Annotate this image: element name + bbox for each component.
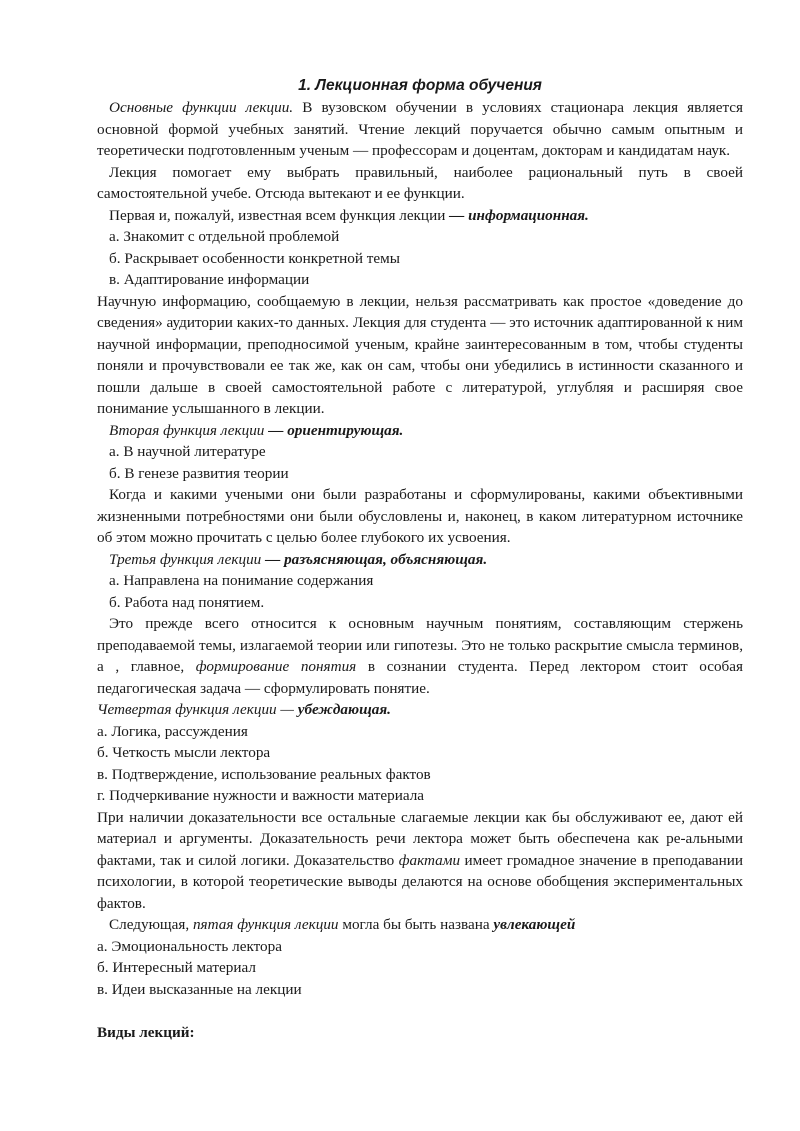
function-1-heading: Первая и, пожалуй, известная всем функция лекции — информационная. [109,206,589,224]
section-heading: Виды лекций: [97,1024,195,1041]
paragraph-concepts: Это прежде всего относится к основным научным понятиям, составляющим стержень преподаваемой темы, излагаемой теории или гипотезы. Это не только раскрытие смысла терминов, а , главное, формирование понятия в сознании студента. Перед лектором стоит особая педагогическая задача — сформулировать понятие. [97,615,743,697]
paragraph-intro: Основные функции лекции. В вузовском обучении в условиях стационара лекция является основной формой учебных занятий. Чтение лекций поручается обычно самым опытным и теоретически подготовленным ученым — профессорам и доцентам, докторам и кандидатам наук. [97,99,743,159]
function-5-heading: Следующая, пятая функция лекции могла бы быть названа увлекающей [109,916,576,933]
paragraph-proof: При наличии доказательности все остальные слагаемые лекции как бы обслуживают ее, дают ей материал и аргументы. Доказательность речи лектора может быть обеспечена как ре-альными фактами, так и силой логики. Доказательство фактами имеет громадное значение в преподавании психологии, в которой теоретические выводы делаются на основе обобщения экспериментальных фактов. [97,808,743,912]
list-item: а. Логика, рассуждения [97,722,248,740]
list-item: в. Идеи высказанные на лекции [97,980,302,998]
list-item: а. В научной литературе [109,443,266,460]
function-4-heading: Четвертая функция лекции — убеждающая. [97,701,391,718]
list-item: б. Четкость мысли лектора [97,744,271,761]
list-item: в. Адаптирование информации [109,271,310,288]
paragraph-orientation: Когда и какими учеными они были разработаны и сформулированы, какими объективными жизненными потребностями они были обусловлены и, наконец, в каком литературном источнике об этом можно прочитать с целью более глубокого их усвоения. [97,486,743,546]
list-item: а. Знакомит с отдельной проблемой [109,228,340,245]
lead-term: Основные функции лекции. [109,99,294,116]
list-item: б. Интересный материал [97,959,256,976]
list-item: а. Направлена на понимание содержания [109,572,374,589]
list-item: в. Подтверждение, использование реальных фактов [97,765,431,783]
list-item: б. Работа над понятием. [109,593,265,611]
paragraph-functions: Лекция помогает ему выбрать правильный, наиболее рациональный путь в своей самостоятельной учебе. Отсюда вытекают и ее функции. [97,163,743,202]
function-2-heading: Вторая функция лекции — ориентирующая. [109,421,404,439]
function-3-heading: Третья функция лекции — разъясняющая, объясняющая. [109,550,488,568]
paragraph-information: Научную информацию, сообщаемую в лекции, нельзя рассматривать как простое «доведение до сведения» аудитории каких-то данных. Лекция для студента — это источник адаптированной к ним научной информации, преподносимой ученым, крайне заинтересованным в том, чтобы студенты поняли и прочувствовали ее так же, как он сам, чтобы они убедились в истинности сказанного и пошли дальше в своей самостоятельной работе с литературой, углубляя и расширяя свое понимание услышанного в лекции. [97,292,743,417]
list-item: б. Раскрывает особенности конкретной темы [109,249,400,267]
spacer [97,1000,743,1022]
list-item: б. В генезе развития теории [109,464,289,482]
list-item: г. Подчеркивание нужности и важности материала [97,787,425,804]
page-title: 1. Лекционная форма обучения [298,77,542,94]
list-item: а. Эмоциональность лектора [97,937,282,955]
